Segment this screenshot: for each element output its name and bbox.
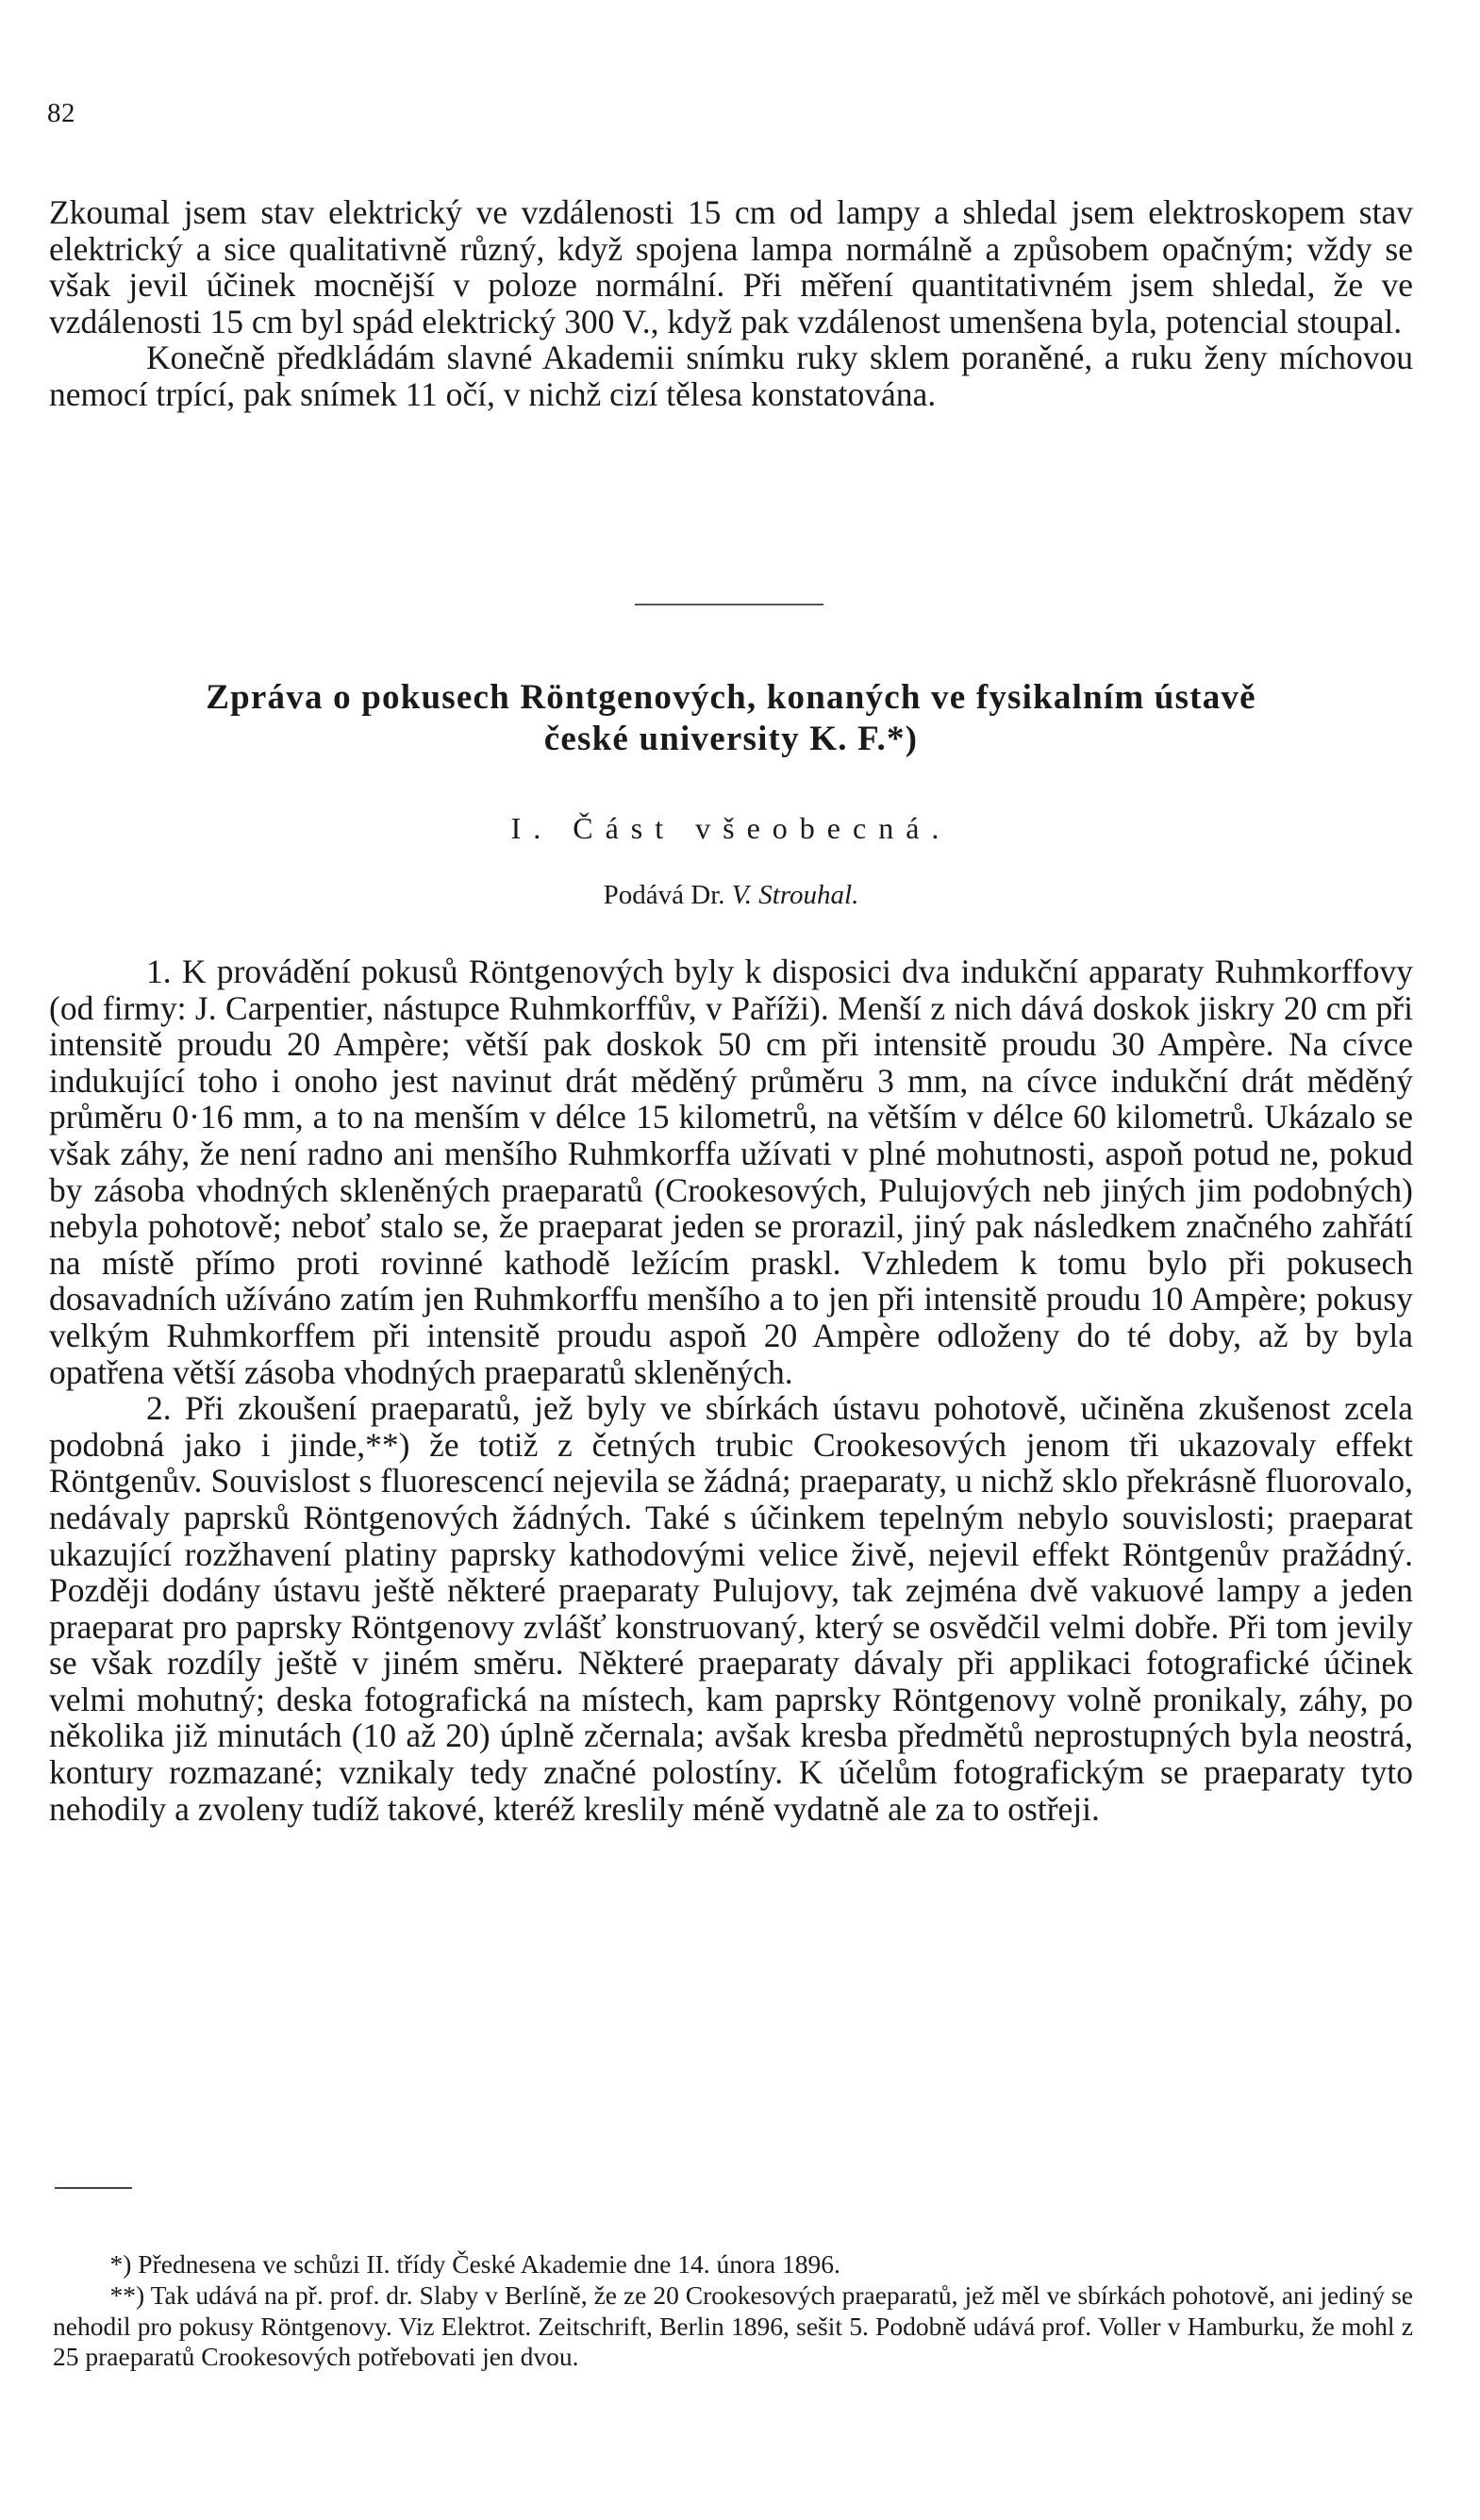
section-heading: I. Část všeobecná. [510,811,952,845]
footnote-2: **) Tak udává na př. prof. dr. Slaby v Berlíně, že ze 20 Crookesových praeparatů, jež měl ve sbírkách pohotově, ani jediný se nehodil pro pokusy Röntgenovy. Viz Elektrot. Zeitschrift, Berlin 1896, sešit 5. Podobně udává prof. Voller v Hamburku, že mohl z 25 praeparatů Crookesových potřebovati jen dvou. [53,2280,1413,2372]
article-title-line-2: české university K. F.*) [543,720,919,758]
top-paragraph-2: Konečně předkládám slavné Akademii snímku ruky sklem poraněné, a ruku ženy míchovou nemocí trpící, pak snímek 11 očí, v nichž cizí tělesa konstatována. [49,339,1413,413]
footnote-1: *) Přednesena ve schůzi II. třídy České Akademie dne 14. února 1896. [109,2249,840,2279]
author-name: V. Strouhal. [731,880,859,910]
main-section [49,953,1413,1827]
main-paragraph-1: 1. K provádění pokusů Röntgenových byly k disposici dva indukční apparaty Ruhmkorffovy (od firmy: J. Carpentier, nástupce Ruhmkorffův, v Paříži). Menší z nich dává doskok jiskry 20 cm při intensitě proudu 20 Ampère; větší pak doskok 50 cm při intensitě proudu 30 Ampère. Na cívce indukující toho i onoho jest navinut drát měděný průměru 3 mm, na cívce indukční drát měděný průměru 0·16 mm, a to na menším v délce 15 kilometrů, na větším v délce 60 kilometrů. Ukázalo se však záhy, že není radno ani menšího Ruhmkorffa užívati v plné mohutnosti, aspoň potud ne, pokud by zásoba vhodných skleněných praeparatů (Crookesových, Pulujových neb jiných jim podobných) nebyla pohotově; neboť stalo se, že praeparat jeden se prorazil, jiný pak následkem značného zahřátí na místě přímo proti rovinné kathodě ležícím praskl. Vzhledem k tomu bylo při pokusech dosavadních užíváno zatím jen Ruhmkorffu menšího a to jen při intensitě proudu 10 Ampère; pokusy velkým Ruhmkorffem při intensitě proudu aspoň 20 Ampère odloženy do té doby, až by byla opatřena větší zásoba vhodných praeparatů skleněných. [49,953,1413,1391]
page-number: 82 [47,98,75,128]
article-title-line-1: Zpráva o pokusech Röntgenových, konaných ve fysikalním ústavě [206,678,1256,717]
author-prefix: Podává Dr. [603,880,725,910]
top-paragraph-1: Zkoumal jsem stav elektrický ve vzdálenosti 15 cm od lampy a shledal jsem elektroskopem stav elektrický a sice qualitativně různý, když spojena lampa normálně a způsobem opačným; vždy se však jevil účinek mocnější v poloze normální. Při měření quantitativném jsem shledal, že ve vzdálenosti 15 cm byl spád elektrický 300 V., když pak vzdálenost umenšena byla, potencial stoupal. [49,193,1413,340]
footnotes [53,2249,1413,2373]
author-line [49,880,1413,911]
article-title [49,677,1413,760]
footnote-rule [55,2187,132,2189]
main-paragraph-2: 2. Při zkoušení praeparatů, jež byly ve sbírkách ústavu pohotově, učiněna zkušenost zcela podobná jako i jinde,**) že totiž z četných trubic Crookesových jenom tři ukazovaly effekt Röntgenův. Souvislost s fluorescencí nejevila se žádná; praeparaty, u nichž sklo překrásně fluorovalo, nedávaly paprsků Röntgenových žádných. Také s účinkem tepelným nebylo souvislosti; praeparat ukazující rozžhavení platiny paprsky kathodovými velice živě, nejevil effekt Röntgenův pražádný. Později dodány ústavu ještě některé praeparaty Pulujovy, tak zejména dvě vakuové lampy a jeden praeparat pro paprsky Röntgenovy zvlášť konstruovaný, který se osvědčil velmi dobře. Při tom jevily se však rozdíly ještě v jiném směru. Některé praeparaty dávaly při applikaci fotografické účinek velmi mohutný; deska fotografická na místech, kam paprsky Röntgenovy volně pronikaly, záhy, po několika již minutách (10 až 20) úplně zčernala; avšak kresba předmětů neprostupných byla neostrá, kontury rozmazané; vznikaly tedy značné polostíny. K účelům fotografickým se praeparaty tyto nehodily a zvoleny tudíž takové, kteréž kreslily méně vydatně ale za to ostřeji. [49,1389,1413,1828]
top-section [49,194,1413,413]
section-divider [635,604,823,605]
